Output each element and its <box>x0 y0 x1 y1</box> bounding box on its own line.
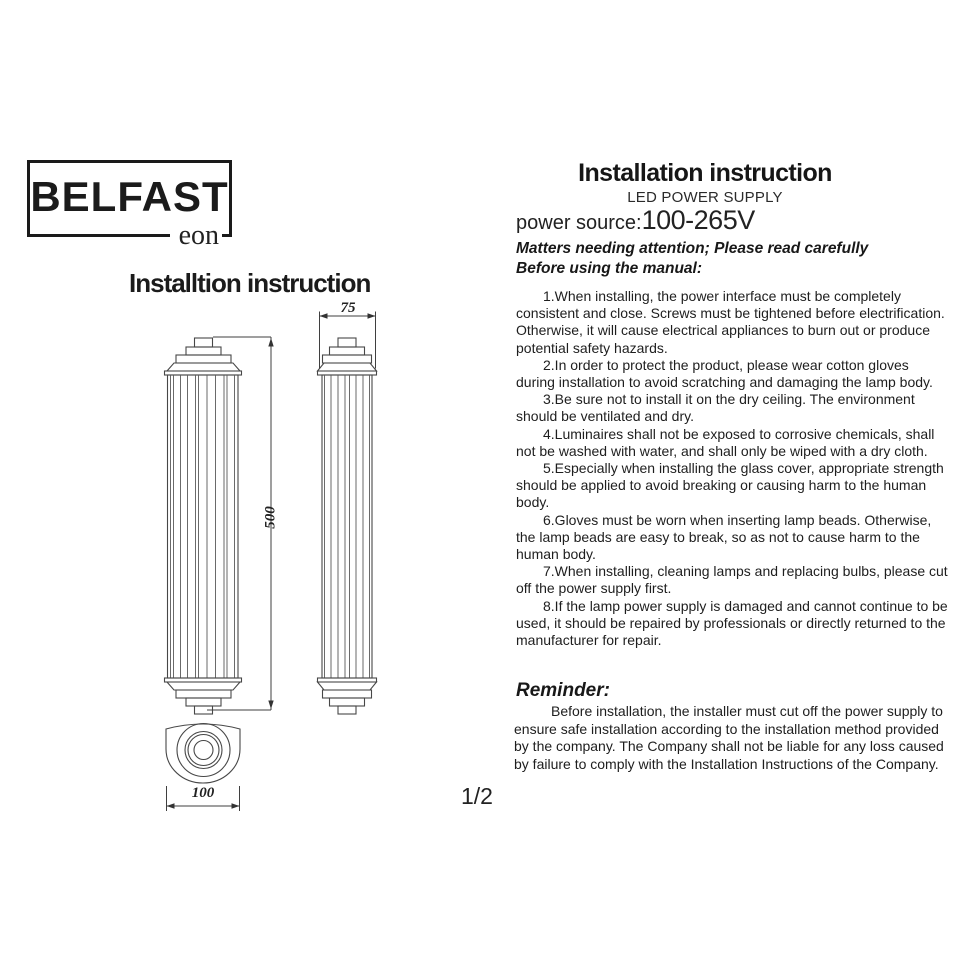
page-subtitle: LED POWER SUPPLY <box>627 189 783 206</box>
lamp-body-ribs-large <box>171 375 235 678</box>
lamp-technical-drawing <box>140 295 410 820</box>
attention-heading <box>516 239 956 278</box>
instruction-item-1: 1.When installing, the power interface must be completely consistent and close. Screws must be tightened before electrification. Otherwise, it will cause electrical appliances to burn out or produce potential safety hazards. <box>516 288 945 356</box>
lamp-body-ribs-small <box>325 375 370 678</box>
reminder-text: Before installation, the installer must cut off the power supply to ensure safe installation according to the installation method provided by the company. The Company shall not be liable for any loss caused by failure to comply with the Installation Instructions of the Company. <box>514 703 944 772</box>
power-source-line <box>516 205 755 236</box>
brand-sub-name: eon <box>178 220 219 251</box>
instruction-item-7: 7.When installing, cleaning lamps and replacing bulbs, please cut off the power supply first. <box>516 563 948 597</box>
lamp-drawing-svg <box>140 295 410 820</box>
dim-height-label: 500 <box>262 506 279 529</box>
instruction-item-4: 4.Luminaires shall not be exposed to corrosive chemicals, shall not be washed with water, and shall only be wiped with a dry cloth. <box>516 425 935 459</box>
lamp-bottom-view <box>166 724 240 784</box>
page-number: 1/2 <box>461 783 493 809</box>
dim-width-label: 75 <box>340 300 356 316</box>
power-source-value: 100-265V <box>641 205 755 235</box>
attention-heading-line2: Before using the manual: <box>516 259 703 277</box>
reminder-heading: Reminder: <box>516 680 610 701</box>
left-column-heading: Installtion instruction <box>129 268 371 298</box>
instruction-item-6: 6.Gloves must be worn when inserting lamp beads. Otherwise, the lamp beads are easy to break, so as not to cause harm to the human body. <box>516 511 932 563</box>
attention-heading-line1: Matters needing attention; Please read carefully <box>516 240 869 257</box>
instruction-item-3: 3.Be sure not to install it on the dry ceiling. The environment should be ventilated and dry. <box>516 391 915 425</box>
dim-base-label: 100 <box>191 785 215 801</box>
page-title: Installation instruction <box>578 159 832 187</box>
lamp-front-view-large <box>165 338 242 714</box>
power-source-label: power source: <box>516 212 642 234</box>
instruction-item-5: 5.Especially when installing the glass cover, appropriate strength should be applied to avoid breaking or causing harm to the human body. <box>516 460 944 511</box>
lamp-front-view-small <box>318 338 377 714</box>
brand-name: BELFAST <box>30 172 229 220</box>
instruction-item-2: 2.In order to protect the product, please wear cotton gloves during installation to avoid scratching and damaging the lamp body. <box>516 356 933 391</box>
dim-width-lines <box>320 312 376 369</box>
brand-logo <box>27 160 232 251</box>
instruction-list <box>516 288 950 649</box>
instruction-item-8: 8.If the lamp power supply is damaged and cannot continue to be used, it should be repaired by professionals or directly returned to the manufacturer for repair. <box>516 597 948 649</box>
dim-height-lines <box>207 337 271 710</box>
